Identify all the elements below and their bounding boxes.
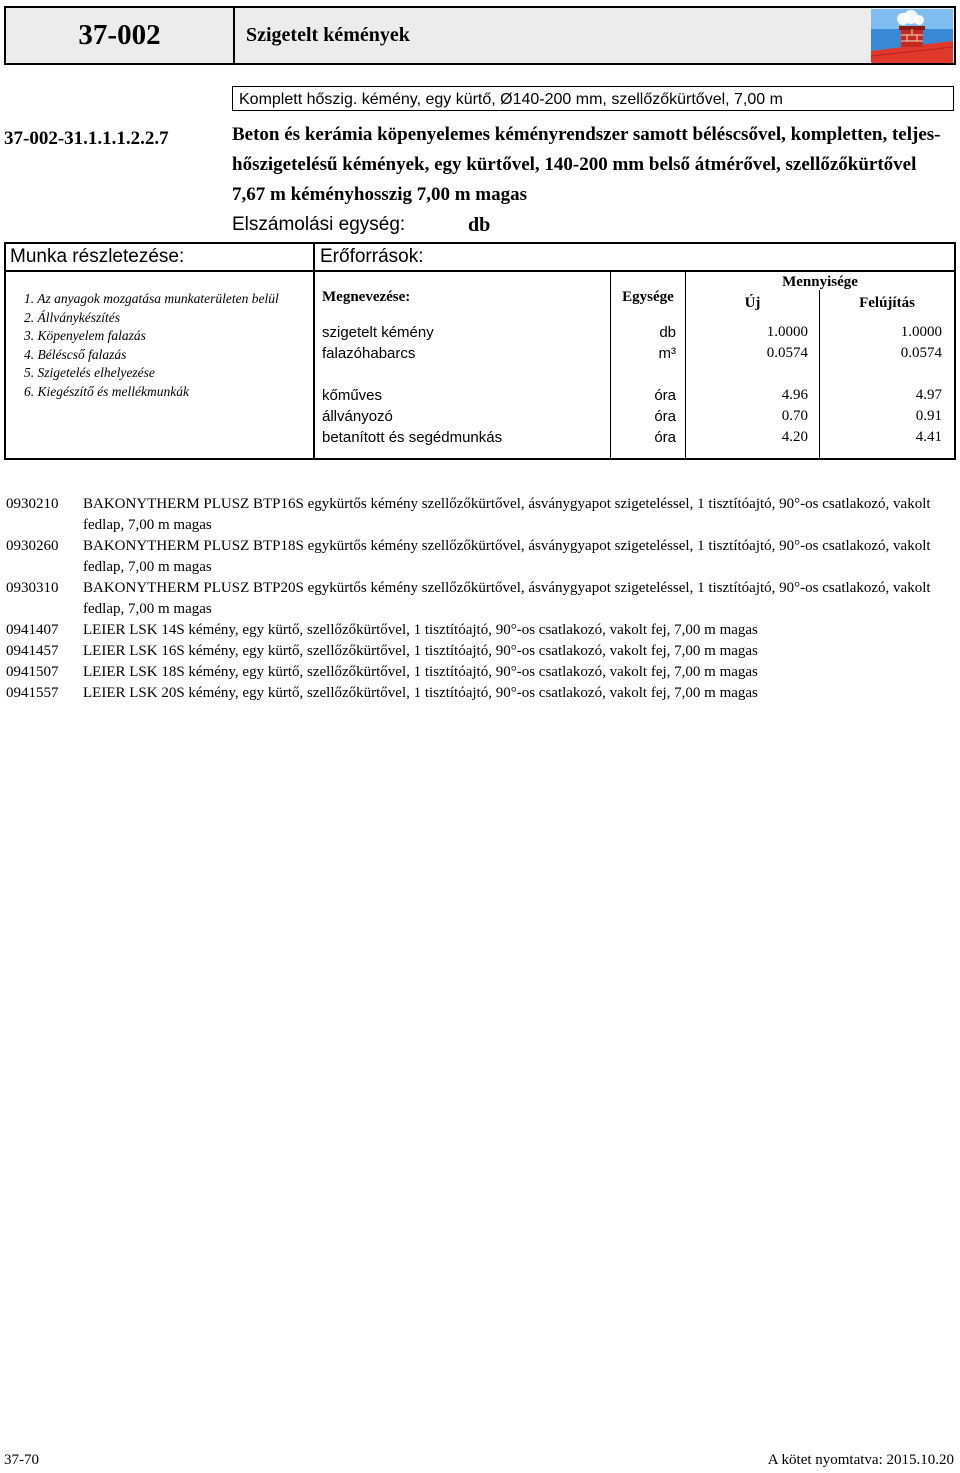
product-desc: BAKONYTHERM PLUSZ BTP20S egykürtős kémény szellőzőkürtővel, ásványgyapot szigeteléssel, 1 tisztítóajtó, 90°-os csatlakozó, vakolt fedlap, 7,00 m magas bbox=[83, 580, 931, 617]
footer-print-date: A kötet nyomtatva: 2015.10.20 bbox=[767, 1452, 954, 1468]
resource-new: 1.0000 bbox=[766, 324, 808, 340]
resource-unit: db bbox=[659, 324, 676, 341]
col-renov-header: Felújítás bbox=[859, 295, 915, 311]
table-row bbox=[314, 322, 956, 343]
col-qty-header: Mennyisége bbox=[782, 274, 858, 290]
resource-renov: 4.97 bbox=[915, 387, 942, 403]
table-row bbox=[314, 343, 956, 364]
resource-renov: 0.0574 bbox=[900, 345, 942, 361]
col-unit-header: Egysége bbox=[622, 289, 674, 305]
labor-rows bbox=[314, 385, 956, 448]
product-desc: BAKONYTHERM PLUSZ BTP16S egykürtős kémény szellőzőkürtővel, ásványgyapot szigeteléssel, 1 tisztítóajtó, 90°-os csatlakozó, vakolt fedlap, 7,00 m magas bbox=[83, 496, 931, 533]
resource-unit: óra bbox=[654, 387, 676, 404]
resource-unit: óra bbox=[654, 408, 676, 425]
item-description: Beton és kerámia köpenyelemes kéményrendszer samott béléscsővel, kompletten, teljes-hőszigetelésű kémények, egy kürtővel, 140-200 mm belső átmérővel, szellőzőkürtővel 7,67 m kéményhosszig 7,00 m magas bbox=[232, 124, 941, 205]
list-item bbox=[0, 641, 960, 662]
col-new-header: Új bbox=[744, 295, 761, 311]
resource-name: kőműves bbox=[322, 387, 383, 404]
work-step: 4. Béléscső falazás bbox=[24, 346, 127, 362]
product-code: 0941507 bbox=[6, 664, 59, 680]
product-desc: BAKONYTHERM PLUSZ BTP18S egykürtős kémény szellőzőkürtővel, ásványgyapot szigeteléssel, 1 tisztítóajtó, 90°-os csatlakozó, vakolt fedlap, 7,00 m magas bbox=[83, 538, 931, 575]
work-step: 3. Köpenyelem falazás bbox=[24, 328, 146, 343]
table-row bbox=[314, 385, 956, 406]
unit-value: db bbox=[468, 214, 491, 236]
subtitle-box: Komplett hőszig. kémény, egy kürtő, Ø140-200 mm, szellőzőkürtővel, 7,00 m bbox=[232, 86, 954, 111]
table-row bbox=[314, 406, 956, 427]
unit-label: Elszámolási egység: bbox=[232, 214, 406, 235]
product-desc: LEIER LSK 20S kémény, egy kürtő, szellőzőkürtővel, 1 tisztítóajtó, 90°-os csatlakozó, vakolt fej, 7,00 m magas bbox=[83, 685, 758, 701]
resource-unit: m³ bbox=[658, 345, 676, 362]
resource-renov: 0.91 bbox=[915, 408, 942, 424]
product-code: 0930260 bbox=[6, 538, 59, 554]
resource-unit: óra bbox=[654, 429, 676, 446]
resource-name: állványozó bbox=[322, 408, 393, 425]
work-steps bbox=[24, 290, 294, 401]
product-code: 0930210 bbox=[6, 496, 59, 512]
product-desc: LEIER LSK 16S kémény, egy kürtő, szellőzőkürtővel, 1 tisztítóajtó, 90°-os csatlakozó, vakolt fej, 7,00 m magas bbox=[83, 643, 758, 659]
list-item bbox=[0, 536, 960, 578]
resource-new: 4.96 bbox=[781, 387, 808, 403]
col-name-header: Megnevezése: bbox=[322, 289, 411, 305]
resource-new: 4.20 bbox=[781, 429, 808, 445]
product-code: 0941557 bbox=[6, 685, 59, 701]
resource-name: betanított és segédmunkás bbox=[322, 429, 503, 446]
list-item bbox=[0, 494, 960, 536]
item-code: 37-002-31.1.1.1.2.2.7 bbox=[4, 128, 169, 149]
resource-name: szigetelt kémény bbox=[322, 324, 434, 341]
product-list bbox=[0, 494, 960, 704]
header-title: Szigetelt kémények bbox=[246, 24, 410, 46]
product-desc: LEIER LSK 14S kémény, egy kürtő, szellőzőkürtővel, 1 tisztítóajtó, 90°-os csatlakozó, vakolt fej, 7,00 m magas bbox=[83, 622, 758, 638]
list-item bbox=[0, 683, 960, 704]
resource-new: 0.0574 bbox=[766, 345, 808, 361]
resource-name: falazóhabarcs bbox=[322, 345, 416, 362]
product-desc: LEIER LSK 18S kémény, egy kürtő, szellőzőkürtővel, 1 tisztítóajtó, 90°-os csatlakozó, vakolt fej, 7,00 m magas bbox=[83, 664, 758, 680]
resources-heading: Erőforrások: bbox=[320, 246, 424, 267]
work-step: 6. Kiegészítő és mellékmunkák bbox=[24, 383, 189, 399]
product-code: 0941407 bbox=[6, 622, 59, 638]
resource-renov: 1.0000 bbox=[900, 324, 942, 340]
list-item bbox=[0, 578, 960, 620]
header-code: 37-002 bbox=[78, 19, 161, 51]
frame-divider-header bbox=[4, 270, 314, 272]
list-item bbox=[0, 620, 960, 641]
list-item bbox=[0, 662, 960, 683]
work-step: 5. Szigetelés elhelyezése bbox=[24, 365, 155, 380]
work-step: 1. Az anyagok mozgatása munkaterületen belül bbox=[24, 291, 279, 306]
resource-new: 0.70 bbox=[781, 408, 808, 424]
resource-renov: 4.41 bbox=[915, 429, 942, 445]
table-row bbox=[314, 427, 956, 448]
chimney-icon bbox=[871, 9, 953, 63]
materials-rows bbox=[314, 322, 956, 364]
work-step: 2. Állványkészítés bbox=[24, 309, 120, 325]
footer-page-number: 37-70 bbox=[4, 1452, 39, 1468]
product-code: 0941457 bbox=[6, 643, 59, 659]
work-heading: Munka részletezése: bbox=[10, 246, 185, 267]
product-code: 0930310 bbox=[6, 580, 59, 596]
